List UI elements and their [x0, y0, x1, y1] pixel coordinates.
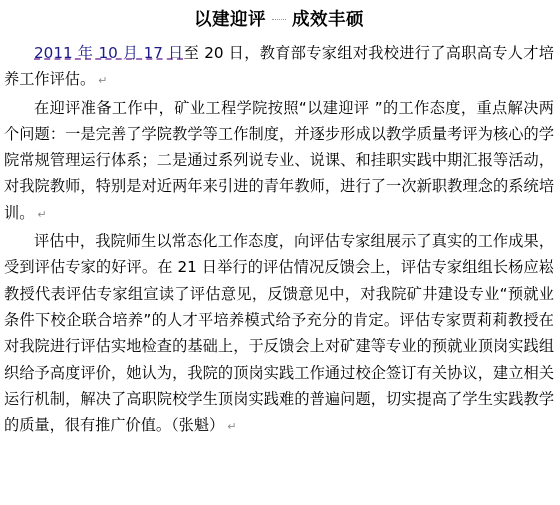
paragraph-3	[4, 228, 554, 440]
title-part-right: 成效丰硕	[292, 10, 364, 30]
paragraph-mark-icon: ↵	[37, 207, 47, 221]
title-part-left: 以建迎评	[194, 10, 266, 30]
paragraph-mark-icon: ↵	[227, 420, 237, 434]
title-separator	[272, 19, 286, 22]
paragraph-mark-icon: ↵	[98, 74, 108, 88]
paragraph-2-text: 在迎评准备工作中，矿业工程学院按照“以建迎评 ”的工作态度，重点解决两个问题：一是完善了学院教学等工作制度，并逐步形成以教学质量考评为核心的学院常规管理运行体系；二是通过系列说专业、说课、和挂职实践中期汇报等活动，对我院教师，特别是对近两年来引进的青年教师，进行了一次新职教理念的系统培训。	[4, 98, 554, 222]
article-title	[4, 8, 554, 34]
paragraph-1	[4, 40, 554, 95]
paragraph-1-text: 至 20 日，教育部专家组对我校进行了高职高专人才培养工作评估。	[4, 44, 554, 89]
paragraph-3-text: 评估中，我院师生以常态化工作态度，向评估专家组展示了真实的工作成果，受到评估专家的好评。在 21 日举行的评估情况反馈会上，评估专家组组长杨应崧教授代表评估专家组宣读了评估意见，反馈意见中，对我院矿井建设专业“预就业条件下校企联合培养”的人才平培养模式给予充分的肯定。评估专家贾莉莉教授在对我院进行评估实地检查的基础上，于反馈会上对矿建等专业的预就业顶岗实践组织给予高度评价，她认为，我院的顶岗实践工作通过校企签订有关协议，建立相关运行机制，解决了高职院校学生顶岗实践难的普遍问题，切实提高了学生实践教学的质量，很有推广价值。（张魁）	[4, 232, 554, 435]
paragraph-2	[4, 95, 554, 228]
date-text: 2011 年 10 月 17 日	[34, 44, 184, 62]
